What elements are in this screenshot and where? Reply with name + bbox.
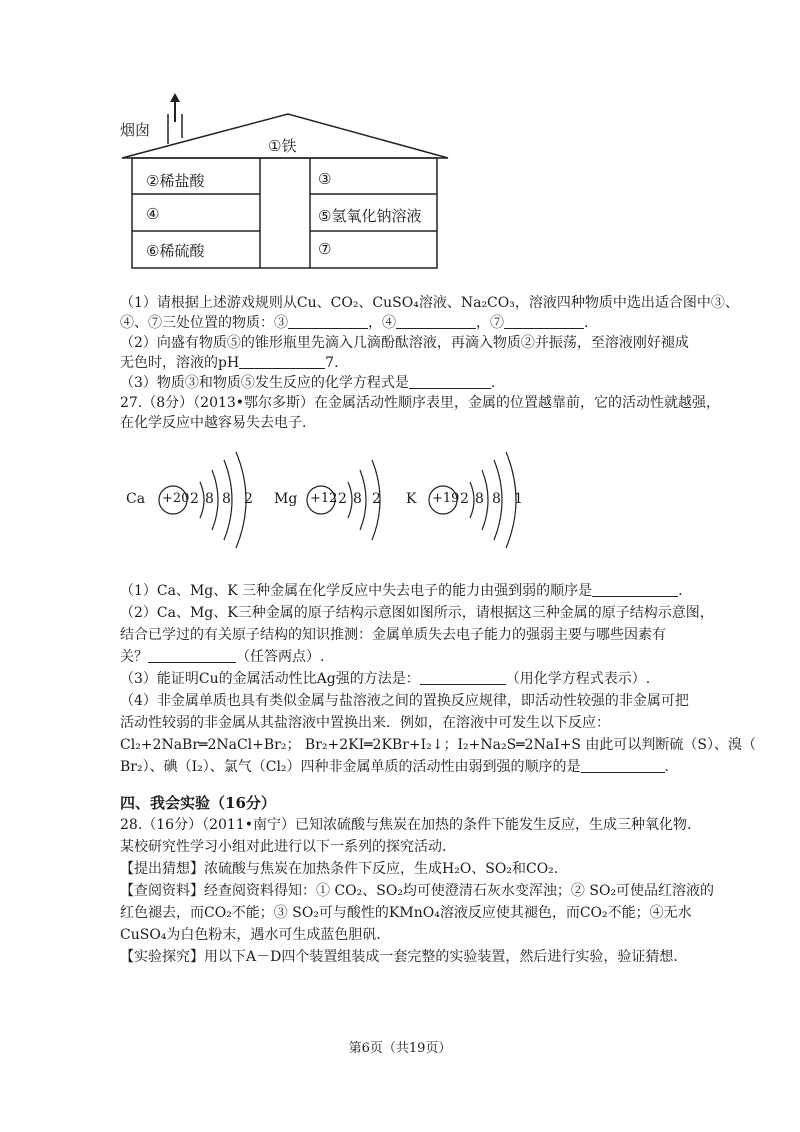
- house-cell-6: ⑥稀硫酸: [146, 242, 205, 260]
- shell-electrons: 2: [460, 491, 469, 507]
- q28-explore: 【实验探究】用以下A－D四个装置组装成一套完整的实验装置，然后进行实验，验证猜想.: [120, 949, 678, 965]
- answer-blank[interactable]: [420, 670, 506, 685]
- answer-blank[interactable]: [148, 648, 236, 663]
- shell-electrons: 8: [353, 491, 362, 507]
- atom-symbol: Mg: [274, 491, 298, 507]
- atom-symbol: K: [406, 491, 417, 507]
- shell-electrons: 2: [244, 491, 253, 507]
- q26-p3: （3）物质③和物质⑤发生反应的化学方程式是 .: [120, 375, 496, 391]
- page-footer: 第6页（共19页）: [348, 1041, 452, 1056]
- house-cell-4: ④: [146, 205, 160, 223]
- q27-intro-line1: 27.（8分）（2013•鄂尔多斯）在金属活动性顺序表里，金属的位置越靠前，它的活动性就越强，: [120, 395, 721, 411]
- house-cell-5: ⑤氢氧化钠溶液: [318, 207, 422, 225]
- shell-electrons: 2: [338, 491, 347, 507]
- q26-p1-line1: （1）请根据上述游戏规则从Cu、CO₂、CuSO₄溶液、Na₂CO₃，溶液四种物质中选出适合图中③、: [120, 295, 739, 311]
- answer-blank[interactable]: [592, 582, 678, 597]
- answer-blank[interactable]: [409, 374, 491, 389]
- q26-p2-line2: 无色时，溶液的pH 7.: [120, 355, 339, 371]
- house-cell-7: ⑦: [318, 240, 332, 258]
- shell-electrons: 1: [514, 491, 523, 507]
- roof-label: ①铁: [268, 137, 297, 155]
- chimney-label: 烟囱: [120, 121, 151, 139]
- answer-blank[interactable]: [581, 758, 665, 773]
- q28-info-line3: CuSO₄为白色粉末，遇水可生成蓝色胆矾.: [120, 927, 381, 943]
- shell-electrons: 8: [475, 491, 484, 507]
- atom-nucleus: +20: [162, 491, 190, 506]
- atom-structure-diagrams: [120, 448, 660, 558]
- q27-p1: （1）Ca、Mg、K 三种金属在化学反应中失去电子的能力由强到弱的顺序是 .: [120, 583, 683, 599]
- q27-p4-line3: Cl₂+2NaBr═2NaCl+Br₂； Br₂+2KI═2KBr+I₂↓；I₂+Na₂S═2NaI+S 由此可以判断硫（S）、溴（: [120, 737, 757, 753]
- q28-line1: 28.（16分）（2011•南宁）已知浓硫酸与焦炭在加热的条件下能发生反应，生成三种氧化物.: [120, 817, 692, 833]
- q28-guess: 【提出猜想】浓硫酸与焦炭在加热条件下反应，生成H₂O、SO₂和CO₂.: [120, 861, 559, 877]
- section-heading: 四、我会实验（16分）: [120, 794, 276, 812]
- atom-nucleus: +12: [310, 491, 338, 506]
- q28-line2: 某校研究性学习小组对此进行以下一系列的探究活动.: [120, 839, 447, 855]
- q27-p4-line4: Br₂）、碘（I₂）、氯气（Cl₂）四种非金属单质的活动性由弱到强的顺序的是 .: [120, 759, 669, 775]
- shell-electrons: 8: [492, 491, 501, 507]
- house-cell-3: ③: [318, 170, 332, 188]
- q27-p3: （3）能证明Cu的金属活动性比Ag强的方法是： （用化学方程式表示）.: [120, 671, 651, 687]
- q26-p1-line2: ④、⑦三处位置的物质：③ ，④ ，⑦ .: [120, 315, 589, 331]
- q27-p2-line3: 关？ （任答两点）.: [120, 649, 325, 665]
- answer-blank[interactable]: [239, 354, 325, 369]
- shell-electrons: 2: [372, 491, 381, 507]
- atom-symbol: Ca: [126, 491, 146, 507]
- q26-p2-line1: （2）向盛有物质⑤的锥形瓶里先滴入几滴酚酞溶液，再滴入物质②并振荡，至溶液刚好褪成: [120, 335, 689, 351]
- shell-electrons: 8: [222, 491, 231, 507]
- q27-p2-line1: （2）Ca、Mg、K三种金属的原子结构示意图如图所示，请根据这三种金属的原子结构示意图，: [120, 605, 714, 621]
- answer-blank[interactable]: [396, 314, 476, 329]
- q27-p4-line2: 活动性较弱的非金属从其盐溶液中置换出来．例如，在溶液中可发生以下反应：: [120, 715, 610, 731]
- q28-info-line2: 红色褪去，而CO₂不能；③ SO₂可与酸性的KMnO₄溶液反应使其褪色，而CO₂不能；④无水: [120, 905, 692, 921]
- q28-info-line1: 【查阅资料】经查阅资料得知：① CO₂、SO₂均可使澄清石灰水变浑浊；② SO₂可使品红溶液的: [120, 883, 715, 899]
- answer-blank[interactable]: [504, 314, 584, 329]
- shell-electrons: 8: [205, 491, 214, 507]
- q27-p2-line2: 结合已学过的有关原子结构的知识推测：金属单质失去电子能力的强弱主要与哪些因素有: [120, 627, 666, 643]
- q27-p4-line1: （4）非金属单质也具有类似金属与盐溶液之间的置换反应规律，即活动性较强的非金属可把: [120, 693, 689, 709]
- answer-blank[interactable]: [288, 314, 368, 329]
- shell-electrons: 2: [190, 491, 199, 507]
- q27-intro-line2: 在化学反应中越容易失去电子.: [120, 415, 307, 431]
- house-cell-2: ②稀盐酸: [146, 172, 205, 190]
- atom-nucleus: +19: [432, 491, 460, 506]
